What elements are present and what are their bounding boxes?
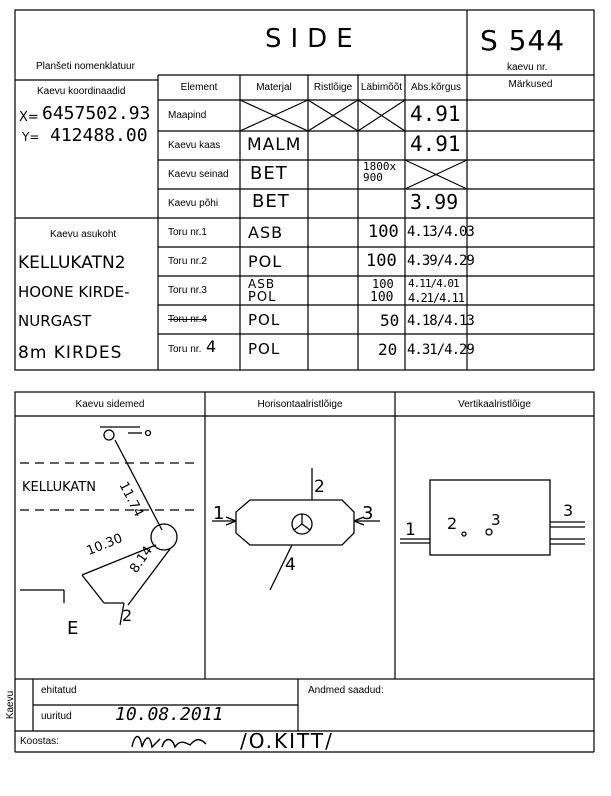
row-abs-height: 4.91 bbox=[410, 132, 461, 156]
location-line: KELLUKATN2 bbox=[18, 253, 126, 273]
row-element: Toru nr.1 bbox=[168, 227, 207, 238]
data-received-label: Andmed saadud: bbox=[308, 685, 384, 696]
row-material: BET bbox=[252, 191, 290, 212]
row-element: Kaevu põhi bbox=[168, 198, 219, 209]
ties-section-label: Kaevu sidemed bbox=[75, 399, 145, 410]
row-element: Kaevu seinad bbox=[168, 169, 229, 180]
header-diameter: Läbimõõt bbox=[360, 82, 403, 93]
row-abs-height: 4.91 bbox=[410, 102, 461, 126]
signature-scribble bbox=[132, 737, 206, 748]
location-line: HOONE KIRDE- bbox=[18, 283, 130, 301]
surveyed-label: uuritud bbox=[41, 711, 72, 722]
row-diameter: 100 bbox=[368, 222, 399, 242]
x-coordinate: 6457502.93 bbox=[42, 103, 151, 124]
row-material: MALM bbox=[247, 135, 302, 155]
ties-distance: 11.74 bbox=[115, 479, 146, 520]
row-diameter: 100 bbox=[366, 251, 397, 271]
built-label: ehitatud bbox=[41, 685, 77, 696]
location-line: NURGAST bbox=[18, 312, 92, 330]
row-material: ASB bbox=[248, 277, 276, 291]
vertical-pipe-number: 3 bbox=[563, 501, 575, 520]
row-diameter: 1800x 900 bbox=[363, 160, 397, 184]
row-abs-height: 4.39/4.29 bbox=[407, 253, 474, 269]
author-signature bbox=[132, 732, 133, 733]
vertical-pipe-number: 1 bbox=[405, 520, 417, 540]
row-abs-height: 4.18/4.13 bbox=[407, 313, 474, 329]
header-cross-section: Ristlõige bbox=[313, 82, 353, 93]
header-element: Element bbox=[180, 82, 218, 93]
row-element: Toru nr. bbox=[168, 344, 202, 355]
ties-pipe-number: 2 bbox=[122, 606, 134, 625]
row-diameter: 20 bbox=[378, 340, 398, 359]
row-element-handwritten-number: 4 bbox=[206, 337, 218, 356]
row-material: ASB bbox=[248, 223, 284, 242]
header-notes: Märkused bbox=[508, 79, 553, 90]
well-number-value: S 544 bbox=[480, 24, 566, 57]
vertical-pipe-number: 2 bbox=[447, 514, 459, 533]
horizontal-pipe-number: 3 bbox=[362, 503, 375, 524]
header-abs-height: Abs.kõrgus bbox=[410, 82, 462, 93]
row-material: POL bbox=[248, 252, 283, 271]
ties-distance: 10.30 bbox=[84, 531, 125, 559]
well-number-label: kaevu nr. bbox=[507, 62, 548, 73]
row-diameter: 100 bbox=[372, 277, 394, 291]
header-material: Materjal bbox=[256, 82, 292, 93]
vertical-pipe-number: 3 bbox=[491, 511, 502, 529]
row-element-struck: Toru nr.4 bbox=[168, 314, 207, 325]
location-line: 8m KIRDES bbox=[18, 343, 123, 363]
row-material: POL bbox=[248, 340, 281, 358]
author-name: /O.KITT/ bbox=[240, 729, 334, 753]
y-coordinate: 412488.00 bbox=[50, 125, 148, 146]
ties-direction-letter: E bbox=[67, 618, 80, 639]
row-element: Kaevu kaas bbox=[168, 140, 221, 151]
horizontal-pipe-number: 1 bbox=[213, 503, 226, 524]
row-abs-height-second: 4.21/4.11 bbox=[408, 291, 465, 305]
ties-distance: 8.14 bbox=[127, 543, 157, 577]
horizontal-pipe-number: 4 bbox=[285, 555, 297, 575]
row-material: BET bbox=[250, 163, 288, 184]
surveyed-date: 10.08.2011 bbox=[115, 704, 224, 725]
row-diameter: 50 bbox=[380, 311, 400, 330]
row-diameter-second: 100 bbox=[370, 290, 394, 305]
well-side-label: Kaevu bbox=[5, 690, 17, 720]
y-prefix: Y= bbox=[22, 130, 40, 144]
row-abs-height: 4.31/4.29 bbox=[407, 342, 474, 358]
row-element: Toru nr.2 bbox=[168, 256, 207, 267]
horizontal-pipe-number: 2 bbox=[314, 477, 326, 497]
row-abs-height: 4.11/4.01 bbox=[408, 277, 459, 290]
coordinates-label: Kaevu koordinaadid bbox=[37, 86, 126, 97]
sheet-nomenclature-label: Planšeti nomenklatuur bbox=[36, 61, 135, 72]
location-label: Kaevu asukoht bbox=[50, 229, 117, 240]
row-element: Maapind bbox=[168, 110, 207, 121]
document-title: SIDE bbox=[265, 24, 362, 54]
ties-sketch bbox=[20, 427, 200, 625]
row-abs-height: 3.99 bbox=[410, 190, 459, 214]
author-label: Koostas: bbox=[20, 736, 59, 747]
vertical-section-label: Vertikaalristlõige bbox=[458, 399, 531, 410]
ties-street-label: KELLUKATN bbox=[22, 480, 96, 495]
row-material-second: POL bbox=[248, 290, 277, 305]
horizontal-section-label: Horisontaalristlõige bbox=[257, 399, 343, 410]
x-prefix: X= bbox=[19, 110, 39, 125]
row-abs-height: 4.13/4.03 bbox=[407, 224, 474, 240]
row-element: Toru nr.3 bbox=[168, 285, 207, 296]
row-material: POL bbox=[248, 311, 281, 329]
